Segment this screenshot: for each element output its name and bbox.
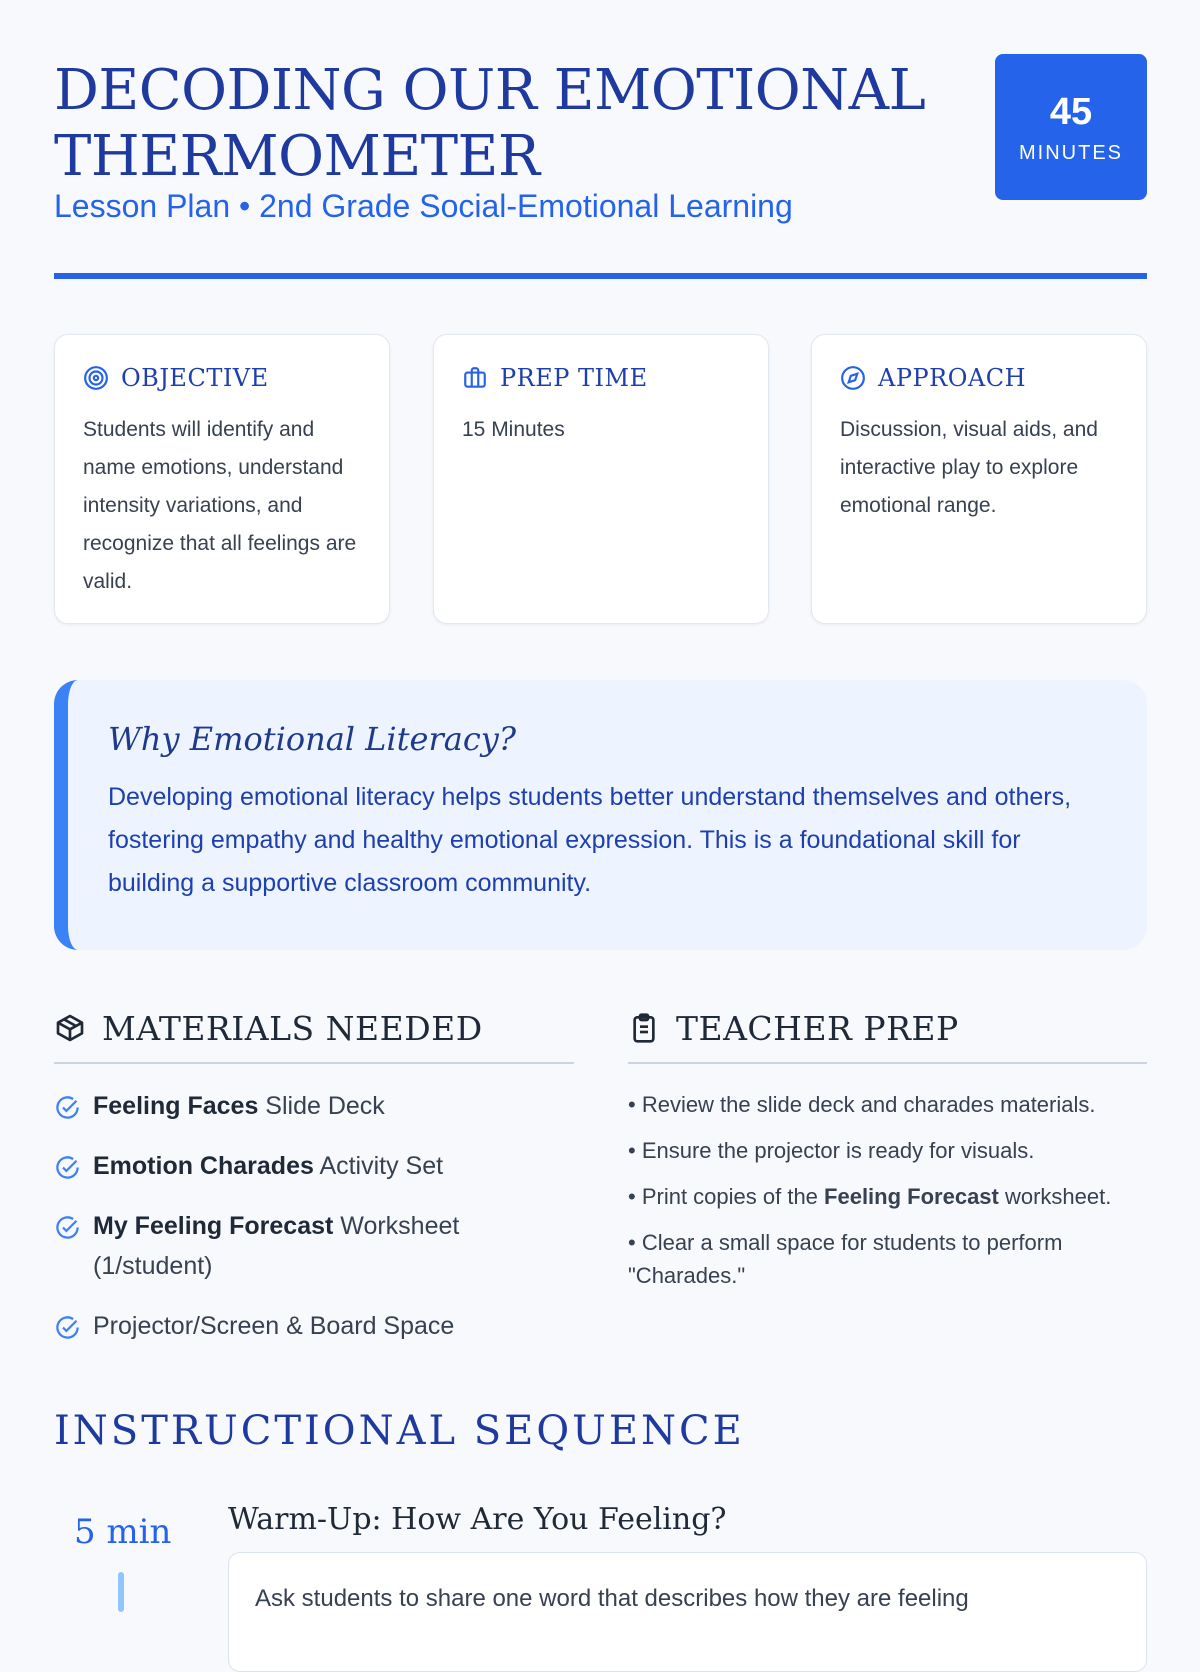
check-circle-icon <box>54 1094 81 1121</box>
lesson-plan-page <box>54 0 1147 1612</box>
header-divider <box>54 273 1147 279</box>
target-icon <box>83 365 109 391</box>
section-divider <box>628 1062 1147 1064</box>
materials-section <box>54 1000 574 1366</box>
list-item: • Ensure the projector is ready for visuals. <box>628 1138 1035 1163</box>
header <box>54 0 1147 282</box>
step-time: 5 min <box>74 1512 172 1552</box>
page-subtitle: Lesson Plan • 2nd Grade Social-Emotional Learning <box>54 188 793 224</box>
card-title: APPROACH <box>878 364 1026 392</box>
approach-card <box>811 334 1147 624</box>
callout-body: Developing emotional literacy helps students better understand themselves and others, fostering empathy and healthy emotional expression. This is a foundational skill for building a supportive classroom community. <box>108 783 1072 897</box>
section-divider <box>54 1062 574 1064</box>
list-item: • Clear a small space for students to perform "Charades." <box>628 1230 1063 1288</box>
duration-unit: MINUTES <box>1019 141 1123 164</box>
list-item: Projector/Screen & Board Space <box>54 1306 574 1346</box>
info-cards <box>54 334 1147 626</box>
check-circle-icon <box>54 1314 81 1341</box>
list-item: Emotion Charades Activity Set <box>54 1146 574 1186</box>
callout-title: Why Emotional Literacy? <box>108 720 516 758</box>
box-icon <box>54 1012 86 1044</box>
duration-badge <box>995 54 1147 200</box>
step-title: Warm-Up: How Are You Feeling? <box>228 1502 727 1537</box>
page-title: DECODING OUR EMOTIONAL THERMOMETER <box>54 58 926 189</box>
list-item: • Print copies of the Feeling Forecast worksheet. <box>628 1184 1112 1209</box>
card-body: Discussion, visual aids, and interactive play to explore emotional range. <box>840 418 1098 517</box>
sequence-title: INSTRUCTIONAL SEQUENCE <box>54 1408 745 1454</box>
card-title: PREP TIME <box>500 364 648 392</box>
compass-icon <box>840 365 866 391</box>
clipboard-icon <box>628 1012 660 1044</box>
briefcase-icon <box>462 365 488 391</box>
teacher-prep-section <box>628 1000 1147 1305</box>
list-item: • Review the slide deck and charades materials. <box>628 1092 1096 1117</box>
card-body: Students will identify and name emotions, understand intensity variations, and recognize that all feelings are valid. <box>83 418 357 593</box>
prep-time-card <box>433 334 769 624</box>
prep-list <box>628 1088 1147 1292</box>
list-item: My Feeling Forecast Worksheet (1/student) <box>54 1206 574 1286</box>
callout-box <box>54 680 1147 950</box>
check-circle-icon <box>54 1154 81 1181</box>
timeline-bar <box>118 1572 124 1612</box>
check-circle-icon <box>54 1214 81 1241</box>
card-body: 15 Minutes <box>462 418 565 441</box>
step-card <box>228 1552 1147 1672</box>
duration-value: 45 <box>1049 90 1093 133</box>
card-title: OBJECTIVE <box>121 364 269 392</box>
section-title: MATERIALS NEEDED <box>102 1008 483 1048</box>
step-body: Ask students to share one word that describes how they are feeling <box>255 1585 969 1612</box>
section-title: TEACHER PREP <box>676 1008 959 1048</box>
objective-card <box>54 334 390 624</box>
list-item: Feeling Faces Slide Deck <box>54 1086 574 1126</box>
materials-list <box>54 1086 574 1346</box>
